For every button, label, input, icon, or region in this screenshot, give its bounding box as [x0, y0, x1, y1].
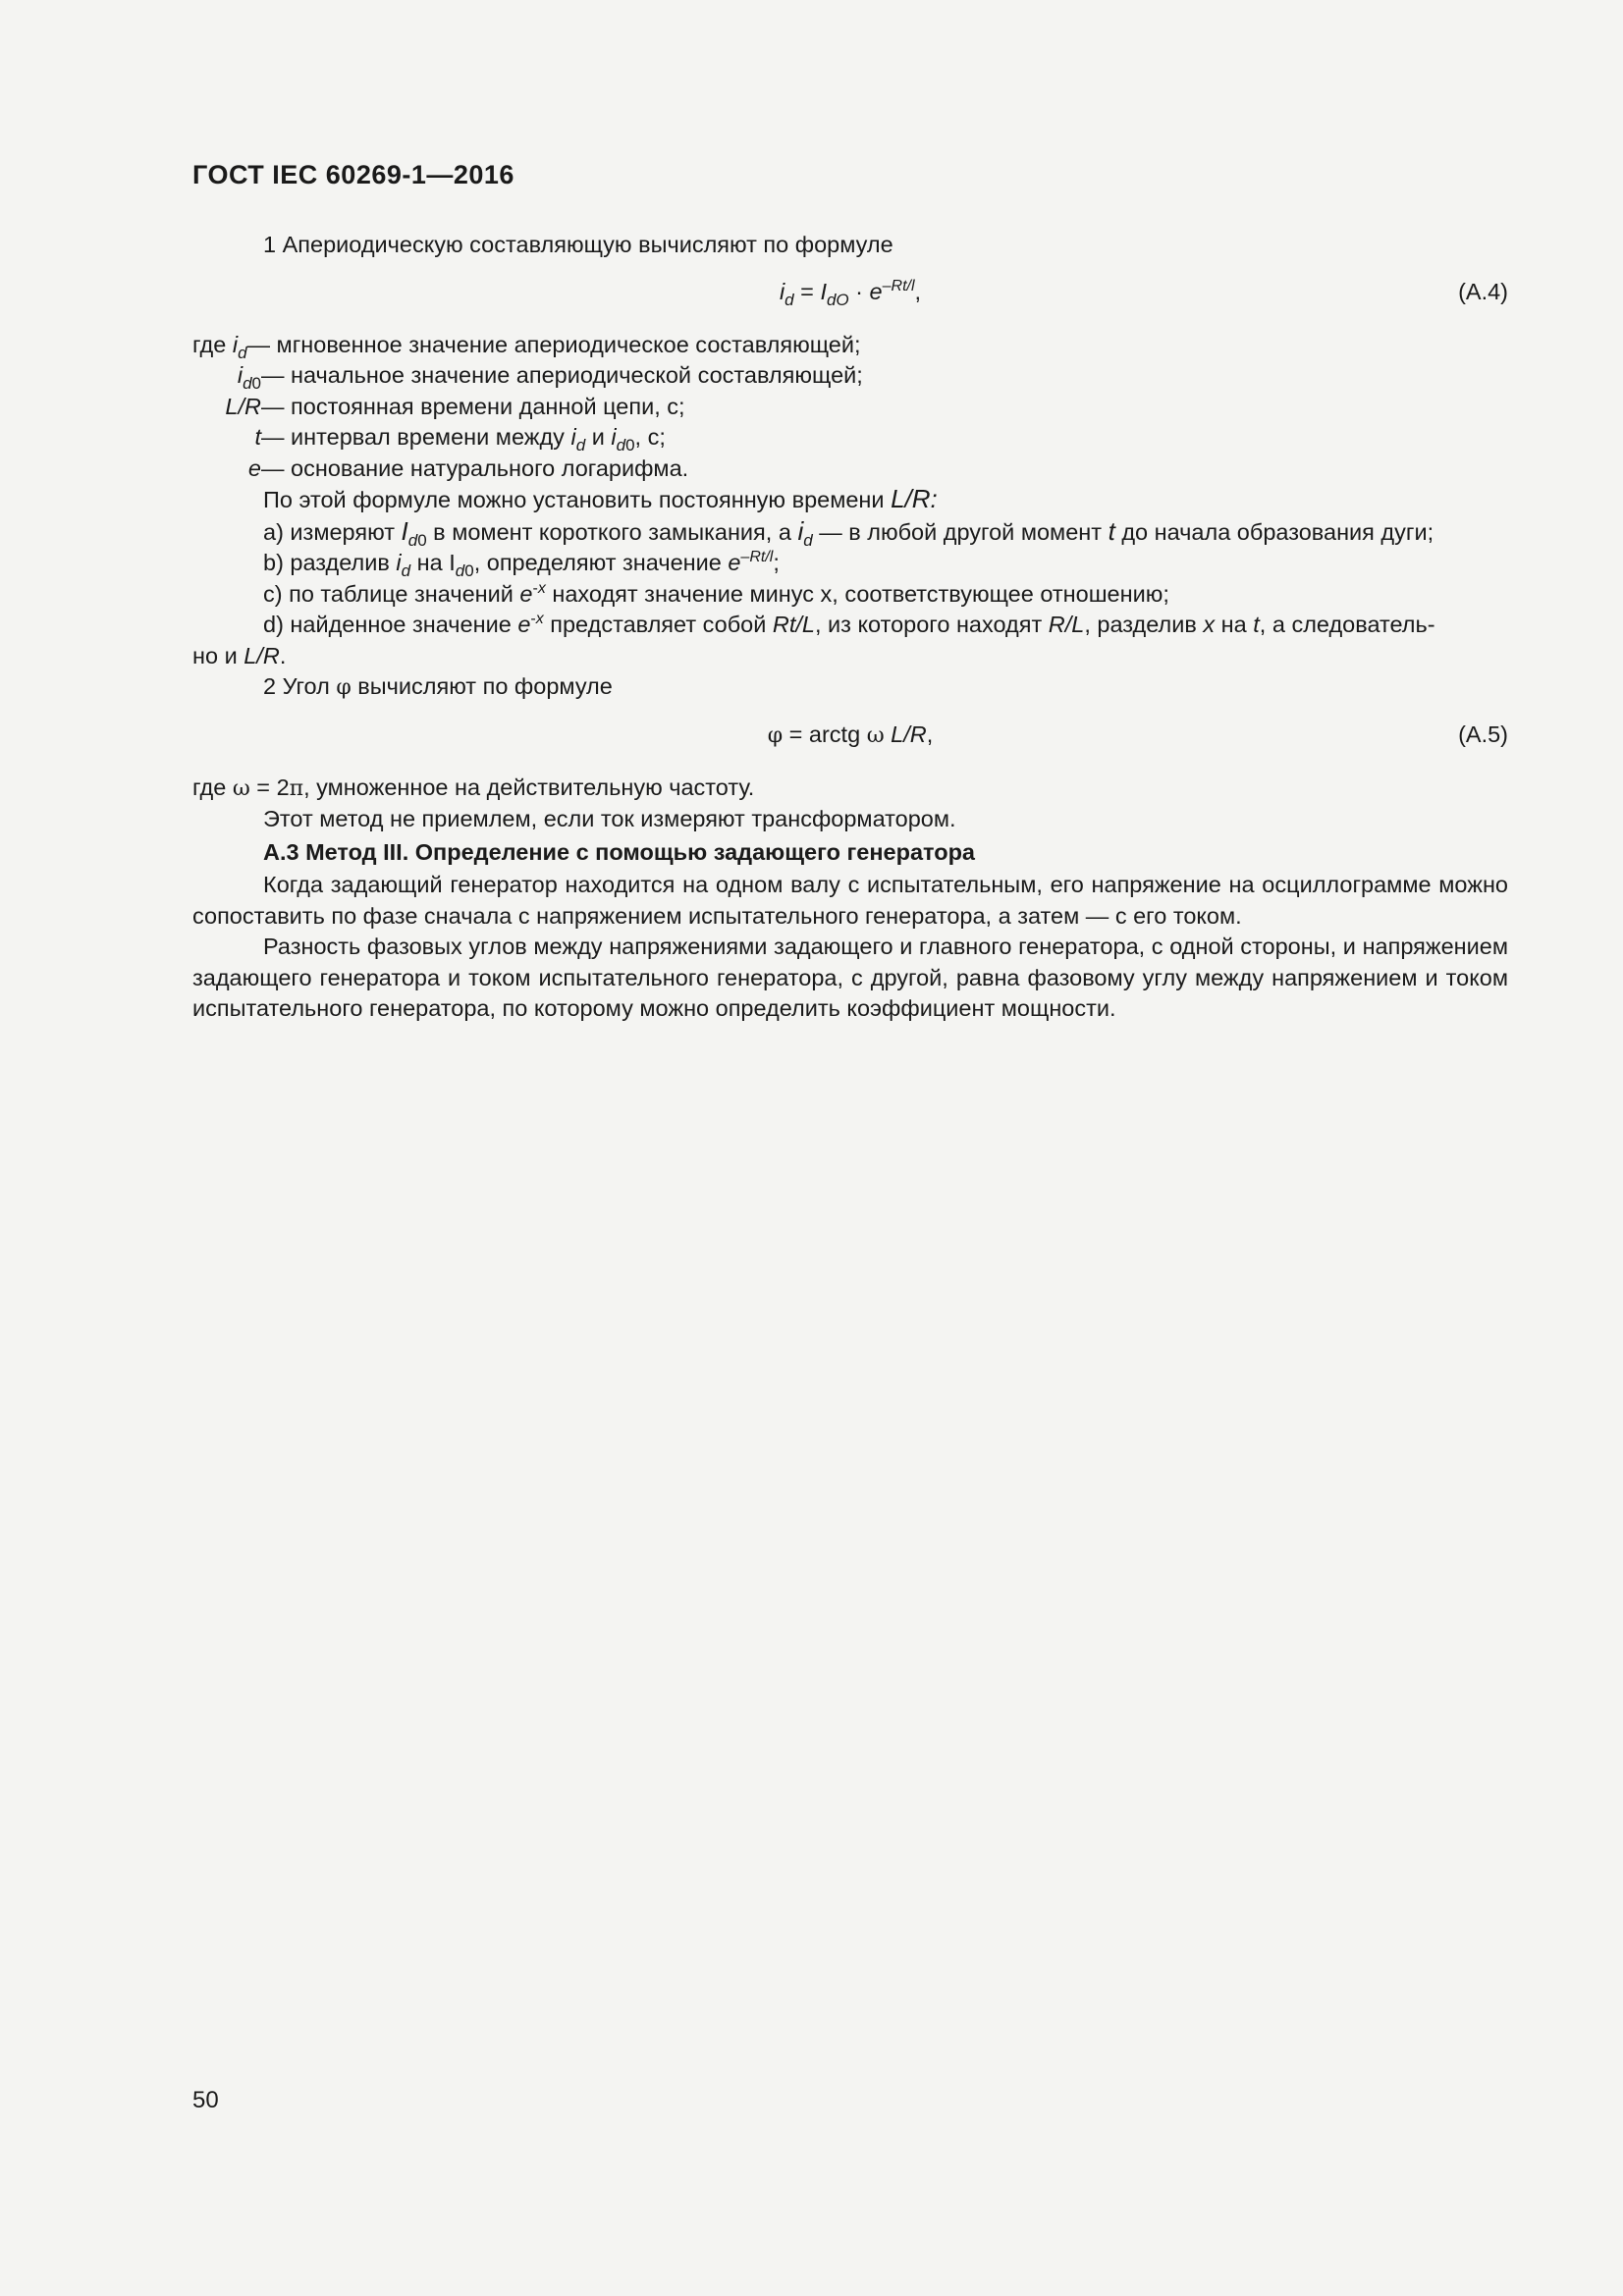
sec3-para1: Когда задающий генератор находится на одном валу с испытательным, его напряжение на осциллограмме можно сопоставить по фазе сначала с напряжением испытательного генератора, а затем — с его током. [192, 872, 1508, 929]
where-item-id0 [192, 360, 1508, 392]
page-content [192, 230, 1508, 1025]
formula-a4 [192, 263, 1508, 326]
where-item-id [192, 330, 1508, 361]
where-item-symbol: t [254, 424, 261, 450]
where-item-e [192, 454, 1508, 485]
page-number: 50 [192, 2087, 219, 2113]
where-item-desc: — основание натурального логарифма. [261, 454, 689, 481]
formula-a4-number: (А.4) [1458, 278, 1508, 304]
where-item-symbol: $i_{d0}$ [237, 362, 261, 393]
method-intro: По этой формуле можно установить постоянную времени L/R: [263, 484, 938, 513]
where-item-desc: — интервал времени между $i_d$ и $i_{d0}$, с; [261, 424, 666, 454]
formula-a4-expression: $i_d = I_{dO} \cdot e^{-Rt/l}$, [779, 277, 922, 309]
page-header: ГОСТ IEC 60269-1—2016 [192, 160, 514, 189]
formula-a5-number: (А.5) [1458, 721, 1508, 747]
where-item-desc: — мгновенное значение апериодическое составляющей; [246, 331, 861, 357]
where-list [192, 330, 1508, 485]
where-item-t [192, 422, 1508, 454]
sec1-intro: 1 Апериодическую составляющую вычисляют по формуле [263, 232, 893, 257]
sec3-heading: А.3 Метод III. Определение с помощью задающего генератора [263, 838, 976, 865]
sec2-intro: 2 Угол φ вычисляют по формуле [263, 673, 613, 700]
sec2-note: Этот метод не приемлем, если ток измеряют трансформатором. [263, 806, 956, 831]
step-b: b) разделив $i_d$ на $I_{d0}$, определяют значение $e^{-Rt/l}$; [263, 549, 780, 580]
where-item-desc: — начальное значение апериодической составляющей; [261, 362, 863, 388]
step-d: d) найденное значение $е^{-x}$ представляет собой Rt/L, из которого находят R/L, разделив х на t, а следователь- [263, 611, 1435, 637]
step-d-continued: но и L/R. [192, 642, 287, 668]
formula-a5 [192, 706, 1508, 769]
where-item-symbol: е [247, 454, 261, 481]
where-item-lr [192, 392, 1508, 423]
where-item-desc: — постоянная времени данной цепи, с; [261, 393, 685, 419]
sec3-para2: Разность фазовых углов между напряжениями задающего и главного генератора, с одной стороны, и напряжением задающего генератора и током испытательного генератора, с другой, равна фазовому углу между напряжением и током испытательного генератора, по которому можно определить коэффициент мощности. [192, 934, 1508, 1021]
formula-a5-expression: φ = arctg ω L/R, [767, 721, 934, 748]
where-item-symbol: где $i_d$ [192, 331, 247, 362]
step-c: с) по таблице значений $е^{-x}$ находят значение минус х, соответствующее отношению; [263, 579, 1169, 607]
where-item-symbol: L/R [225, 393, 261, 419]
step-a: а) измеряют $I_{d0}$ в момент короткого замыкания, а $i_d$ — в любой другой момент t до начала образования дуги; [263, 515, 1434, 550]
sec2-where: где ω = 2π, умноженное на действительную частоту. [192, 774, 755, 801]
